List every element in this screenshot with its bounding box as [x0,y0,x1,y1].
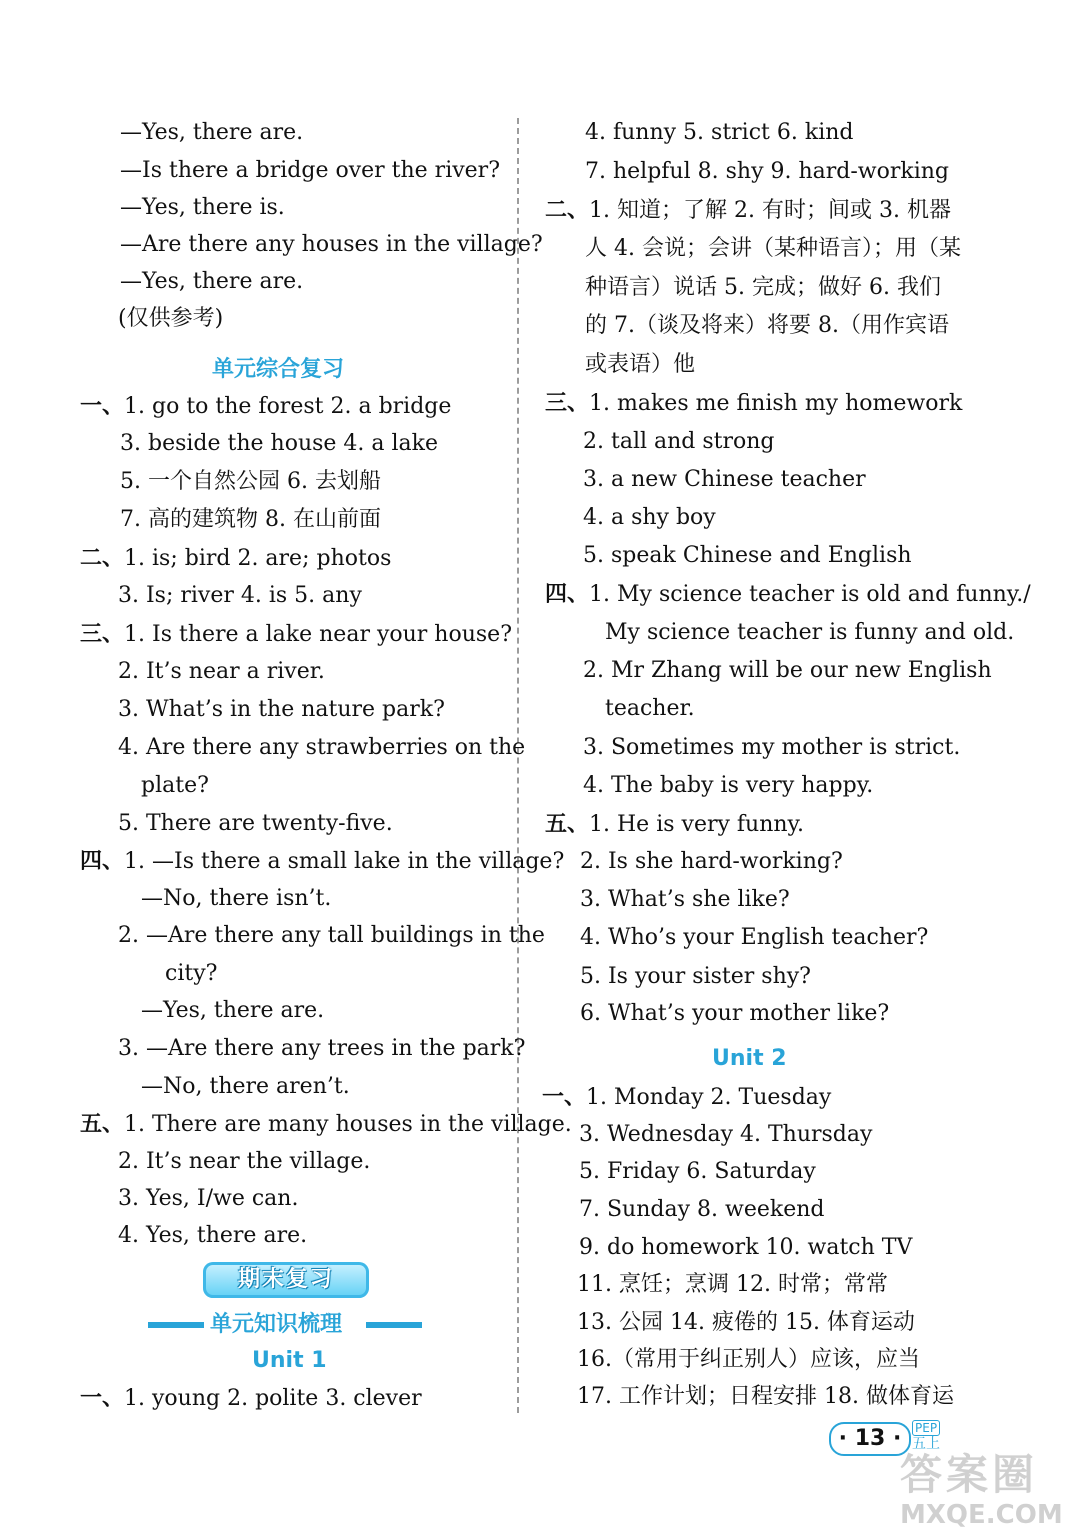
answer-line [120,193,285,223]
unit-heading-1: Unit 1 [252,1348,327,1373]
question-number: 二、 [80,546,125,571]
answer-text: 4. a shy boy [583,505,716,530]
answer-text: 1. 知道；了解 2. 有时；间或 3. 机器 [589,198,951,223]
answer-line [120,156,500,186]
unit-heading-2: Unit 2 [712,1046,787,1071]
answer-line [118,1221,307,1251]
question-number: 二、 [545,198,590,223]
answer-line [580,885,790,915]
answer-text: (仅供参考) [118,306,224,331]
answer-line [577,1382,954,1412]
answer-line [580,999,889,1029]
answer-text: 5. 一个自然公园 6. 去划船 [120,469,381,494]
page-number-badge [829,1422,911,1456]
answer-line [120,267,303,297]
answer-line [583,733,960,763]
answer-line [585,234,961,264]
answer-line [577,1345,920,1375]
answer-line [580,847,843,877]
answer-text: 3. What’s in the nature park? [118,697,445,722]
question-number: 五、 [80,1112,125,1137]
answer-text: 7. helpful 8. shy 9. hard-working [585,159,950,184]
answer-text: 3. Wednesday 4. Thursday [579,1122,873,1147]
answer-line [80,1110,572,1140]
answer-text: 2. tall and strong [583,429,775,454]
answer-text: 16.（常用于纠正别人）应该，应当 [577,1347,920,1372]
answer-line [577,1308,915,1338]
answer-line [579,1233,912,1263]
answer-text: 1. There are many houses in the village. [124,1112,572,1137]
answer-text: 3. a new Chinese teacher [583,467,866,492]
answer-text: 17. 工作计划；日程安排 18. 做体育运 [577,1384,954,1409]
answer-text: 3. Yes, I/we can. [118,1186,299,1211]
answer-text: —Yes, there are. [120,120,304,145]
answer-text: 人 4. 会说；会讲（某种语言）；用（某 [585,236,961,261]
answer-line [545,810,804,840]
answer-text: 4. Who’s your English teacher? [580,925,929,950]
answer-text: 2. Is she hard-working? [580,849,843,874]
watermark-logo: 答案圈 [900,1450,1039,1499]
answer-line [580,962,811,992]
answer-text: 1. —Is there a small lake in the village? [124,849,565,874]
heading-bar-left [148,1322,204,1328]
page-number: · 13 · [838,1426,902,1451]
question-number: 四、 [80,849,125,874]
answer-line [585,118,853,148]
answer-line [579,1157,816,1187]
answer-line [118,1184,298,1214]
answer-line [80,544,391,574]
answer-text: 1. go to the forest 2. a bridge [124,394,452,419]
answer-line [585,273,941,303]
answer-line [583,771,873,801]
answer-line [605,694,695,724]
answer-text: teacher. [605,696,695,721]
final-review-banner [203,1262,369,1298]
watermark-url: MXQE.COM [900,1500,1063,1530]
answer-text: —Is there a bridge over the river? [120,158,500,183]
answer-text: 1. He is very funny. [589,812,805,837]
question-number: 五、 [545,812,590,837]
answer-text: 种语言）说话 5. 完成；做好 6. 我们 [585,275,941,300]
answer-line [583,465,866,495]
answer-text: —No, there aren’t. [141,1074,350,1099]
answer-line [585,311,949,341]
answer-line [141,884,331,914]
answer-line [577,1270,888,1300]
answer-text: 5. speak Chinese and English [583,543,912,568]
answer-line [118,1147,370,1177]
answer-line [583,656,992,686]
answer-line [583,427,775,457]
answer-text: —Yes, there are. [120,269,304,294]
answer-line [80,847,564,877]
question-number: 一、 [542,1085,587,1110]
answer-line [545,196,951,226]
answer-text: 3. —Are there any trees in the park? [118,1036,526,1061]
answer-text: 5. Is your sister shy? [580,964,811,989]
answer-line [120,467,381,497]
answer-text: 1. is; bird 2. are; photos [124,546,392,571]
edition-label: PEP [912,1420,940,1436]
answer-text: —Yes, there is. [120,195,285,220]
answer-text: 5. There are twenty-five. [118,811,393,836]
answer-line [579,1120,872,1150]
answer-line [120,118,303,148]
answer-text: 或表语）他 [585,352,696,377]
answer-line [118,657,325,687]
section-heading-unit-review: 单元综合复习 [212,357,345,382]
question-number: 一、 [80,394,125,419]
answer-line [165,959,217,989]
answer-text: 1. My science teacher is old and funny./ [589,582,1031,607]
answer-line [118,581,362,611]
answer-line [545,580,1031,610]
answer-line [118,1034,525,1064]
answer-line [120,230,543,260]
answer-line [580,923,928,953]
answer-text: 1. makes me finish my homework [589,391,963,416]
answer-line [80,620,512,650]
answer-text: 2. Mr Zhang will be our new English [583,658,992,683]
answer-text: 3. Is; river 4. is 5. any [118,583,362,608]
answer-text: 11. 烹饪；烹调 12. 时常；常常 [577,1272,888,1297]
answer-line [141,996,324,1026]
answer-text: 4. Yes, there are. [118,1223,308,1248]
answer-text: 4. funny 5. strict 6. kind [585,120,854,145]
answer-text: —Are there any houses in the village? [120,232,543,257]
answer-text: 7. 高的建筑物 8. 在山前面 [120,507,381,532]
answer-line [118,733,525,763]
answer-text: 2. —Are there any tall buildings in the [118,923,545,948]
answer-text: 2. It’s near a river. [118,659,325,684]
heading-bar-right [366,1322,422,1328]
answer-line [80,1384,422,1414]
answer-line [605,618,1014,648]
question-number: 一、 [80,1386,125,1411]
answer-line [118,921,545,951]
answer-text: 9. do homework 10. watch TV [579,1235,913,1260]
answer-line [542,1083,831,1113]
answer-text: 4. Are there any strawberries on the [118,735,526,760]
answer-text: 13. 公园 14. 疲倦的 15. 体育运动 [577,1310,915,1335]
answer-line [585,157,949,187]
answer-text: —No, there isn’t. [141,886,332,911]
answer-line [118,304,223,334]
answer-text: 1. Is there a lake near your house? [124,622,512,647]
answer-text: city? [165,961,218,986]
answer-line [585,350,695,380]
answer-text: 7. Sunday 8. weekend [579,1197,825,1222]
answer-text: 1. young 2. polite 3. clever [124,1386,422,1411]
answer-text: 3. What’s she like? [580,887,790,912]
question-number: 三、 [545,391,590,416]
answer-line [583,503,716,533]
answer-line [579,1195,824,1225]
answer-text: 4. The baby is very happy. [583,773,874,798]
answer-line [118,695,445,725]
watermark [900,1450,1063,1530]
answer-text: 1. Monday 2. Tuesday [586,1085,832,1110]
column-divider [517,118,519,1413]
answer-line [118,809,393,839]
answer-text: 的 7.（谈及将来）将要 8.（用作宾语 [585,313,949,338]
final-review-title: 期末复习 [237,1267,334,1292]
answer-text: My science teacher is funny and old. [605,620,1015,645]
answer-line [141,1072,350,1102]
answer-line [141,771,209,801]
answer-line [545,389,962,419]
answer-text: 5. Friday 6. Saturday [579,1159,816,1184]
answer-text: plate? [141,773,209,798]
answer-text: 3. beside the house 4. a lake [120,431,439,456]
answer-line [120,505,381,535]
answer-text: 6. What’s your mother like? [580,1001,890,1026]
answer-line [120,429,438,459]
answer-line [80,392,451,422]
question-number: 四、 [545,582,590,607]
grade-label: 五上 [912,1436,940,1452]
section-heading-knowledge: 单元知识梳理 [210,1312,343,1337]
question-number: 三、 [80,622,125,647]
answer-text: 3. Sometimes my mother is strict. [583,735,961,760]
answer-text: —Yes, there are. [141,998,325,1023]
answer-text: 2. It’s near the village. [118,1149,371,1174]
answer-line [583,541,912,571]
